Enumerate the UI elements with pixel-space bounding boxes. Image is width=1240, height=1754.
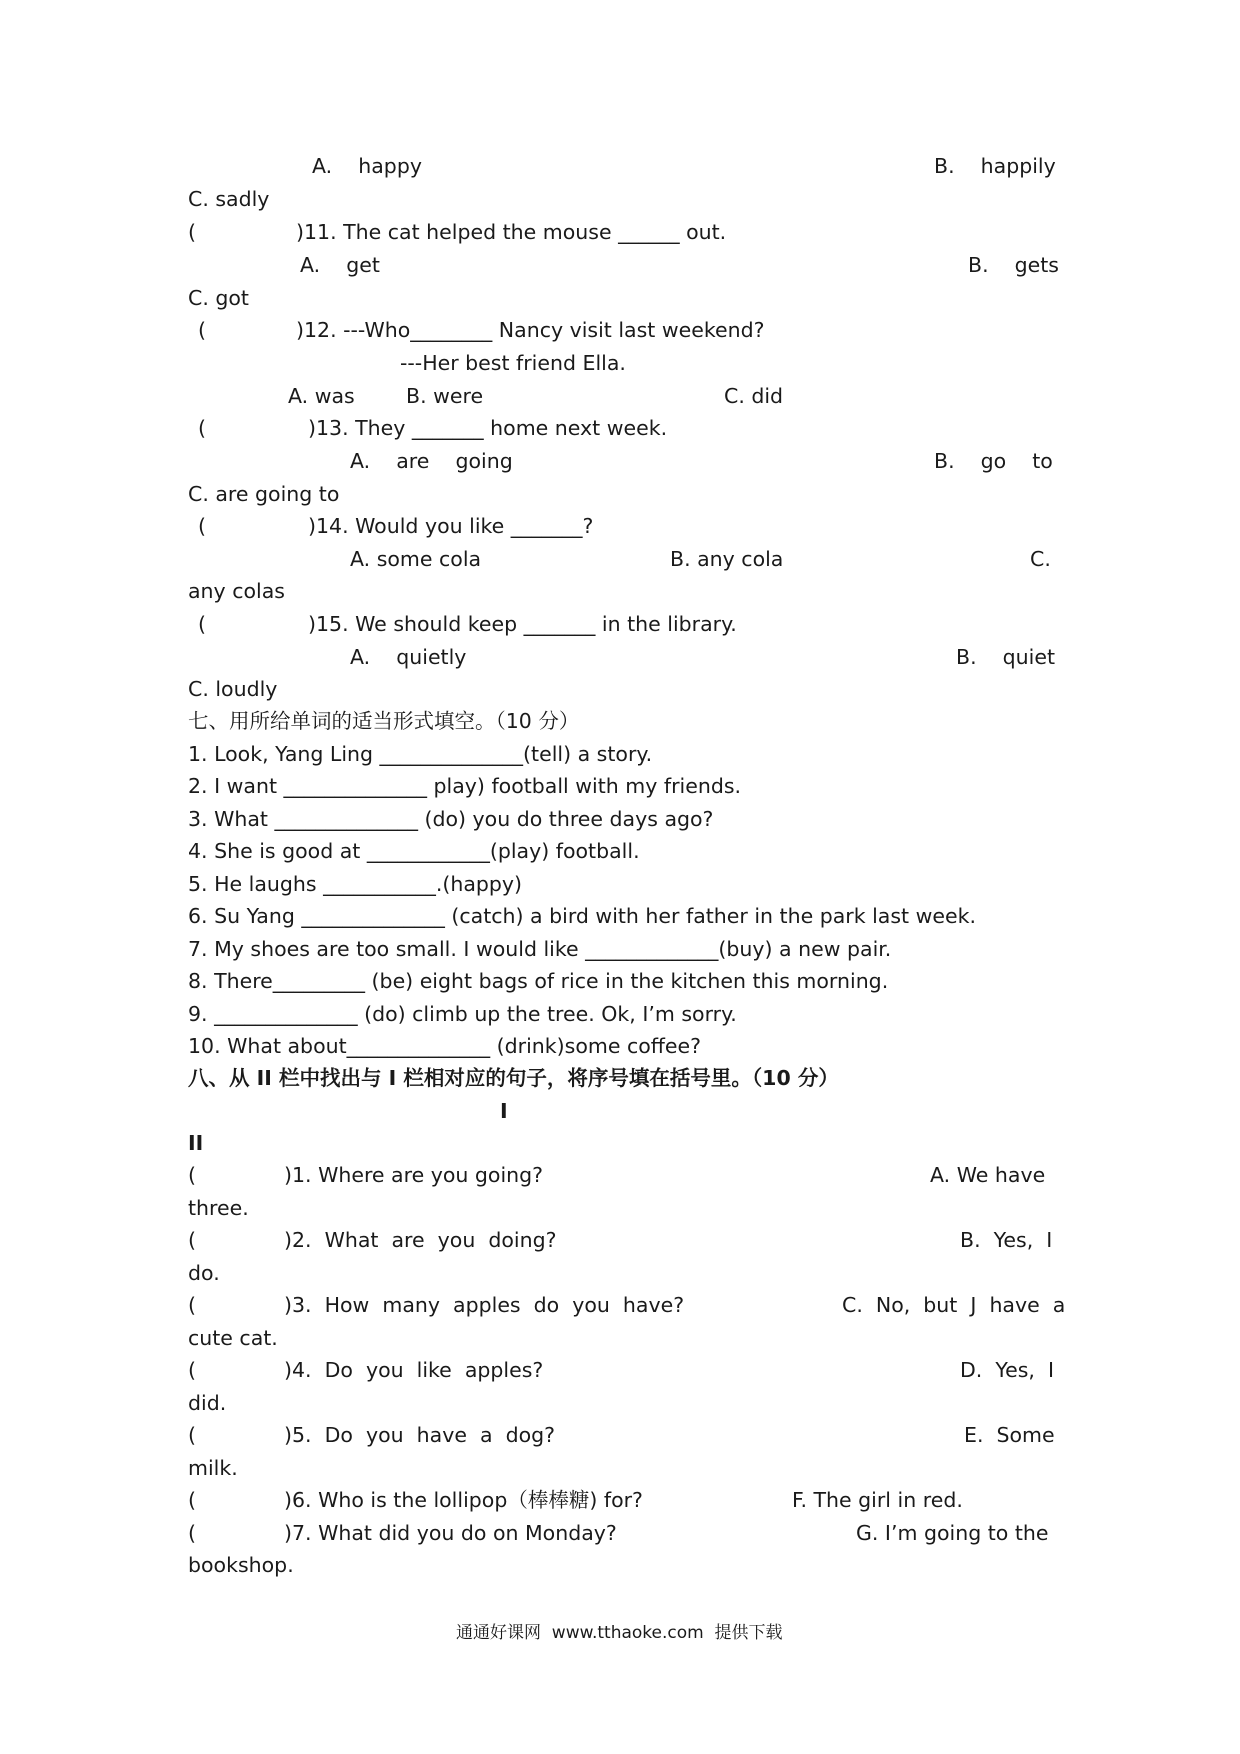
text-line: )2. What are you doing? bbox=[284, 1228, 557, 1252]
text-line: do. bbox=[188, 1261, 220, 1285]
text-line: B. gets bbox=[968, 253, 1059, 277]
text-line: D. Yes, I bbox=[960, 1358, 1055, 1382]
text-line: C. loudly bbox=[188, 677, 278, 701]
text-line: any colas bbox=[188, 579, 285, 603]
text-line: 3. What ______________ (do) you do three days ago? bbox=[188, 807, 714, 831]
text-line: ( bbox=[188, 1228, 196, 1252]
text-line: 七、用所给单词的适当形式填空。（10 分） bbox=[188, 709, 580, 733]
text-line: ( bbox=[198, 612, 206, 636]
text-line: 6. Su Yang ______________ (catch) a bird with her father in the park last week. bbox=[188, 904, 976, 928]
text-line: )7. What did you do on Monday? bbox=[284, 1521, 617, 1545]
text-line: G. I’m going to the bbox=[856, 1521, 1049, 1545]
text-line: )4. Do you like apples? bbox=[284, 1358, 544, 1382]
text-line: ( bbox=[198, 416, 206, 440]
text-line: C. are going to bbox=[188, 482, 340, 506]
text-line: )3. How many apples do you have? bbox=[284, 1293, 685, 1317]
text-line: 2. I want ______________ play) football with my friends. bbox=[188, 774, 742, 798]
text-line: A. are going bbox=[350, 449, 513, 473]
text-line: 5. He laughs ___________.(happy) bbox=[188, 872, 523, 896]
text-line: C. did bbox=[724, 384, 784, 408]
text-line: )5. Do you have a dog? bbox=[284, 1423, 556, 1447]
page-footer: 通通好课网 www.tthaoke.com 提供下载 bbox=[456, 1623, 783, 1643]
text-line: ( bbox=[188, 1163, 196, 1187]
text-line: A. happy bbox=[312, 154, 422, 178]
text-line: ( bbox=[188, 1293, 196, 1317]
text-line: 9. ______________ (do) climb up the tree. Ok, I’m sorry. bbox=[188, 1002, 737, 1026]
text-line: )15. We should keep _______ in the library. bbox=[308, 612, 737, 636]
text-line: ( bbox=[188, 220, 196, 244]
text-line: C. got bbox=[188, 286, 249, 310]
text-line: A. quietly bbox=[350, 645, 467, 669]
text-line: cute cat. bbox=[188, 1326, 278, 1350]
text-line: )12. ---Who________ Nancy visit last weekend? bbox=[296, 318, 765, 342]
text-line: B. quiet bbox=[956, 645, 1055, 669]
text-line: 4. She is good at ____________(play) football. bbox=[188, 839, 640, 863]
text-line: C. sadly bbox=[188, 187, 270, 211]
text-line: 八、从 II 栏中找出与 I 栏相对应的句子，将序号填在括号里。（10 分） bbox=[188, 1066, 839, 1090]
text-line: F. The girl in red. bbox=[792, 1488, 963, 1512]
text-line: A. some cola bbox=[350, 547, 482, 571]
text-line: )14. Would you like _______? bbox=[308, 514, 594, 538]
text-line: 8. There_________ (be) eight bags of rice in the kitchen this morning. bbox=[188, 969, 889, 993]
text-line: milk. bbox=[188, 1456, 238, 1480]
text-line: 1. Look, Yang Ling ______________(tell) a story. bbox=[188, 742, 653, 766]
text-line: E. Some bbox=[964, 1423, 1055, 1447]
text-line: B. happily bbox=[934, 154, 1056, 178]
text-line: )6. Who is the lollipop（棒棒糖) for? bbox=[284, 1488, 643, 1512]
text-line: ( bbox=[188, 1488, 196, 1512]
text-line: C. No, but J have a bbox=[842, 1293, 1066, 1317]
text-line: A. We have bbox=[930, 1163, 1046, 1187]
text-line: ( bbox=[188, 1423, 196, 1447]
text-line: C. bbox=[1030, 547, 1051, 571]
text-line: ( bbox=[198, 514, 206, 538]
text-line: did. bbox=[188, 1391, 227, 1415]
text-line: )1. Where are you going? bbox=[284, 1163, 544, 1187]
text-line: bookshop. bbox=[188, 1553, 294, 1577]
text-line: 10. What about______________ (drink)some coffee? bbox=[188, 1034, 702, 1058]
text-line: )11. The cat helped the mouse ______ out. bbox=[296, 220, 727, 244]
text-line: )13. They _______ home next week. bbox=[308, 416, 668, 440]
text-line: B. Yes, I bbox=[960, 1228, 1053, 1252]
text-line: A. get bbox=[300, 253, 380, 277]
text-line: ---Her best friend Ella. bbox=[400, 351, 626, 375]
text-line: three. bbox=[188, 1196, 249, 1220]
text-line: B. were bbox=[406, 384, 484, 408]
text-line: A. was bbox=[288, 384, 355, 408]
text-line: II bbox=[188, 1131, 204, 1155]
text-line: I bbox=[500, 1099, 508, 1123]
text-line: ( bbox=[198, 318, 206, 342]
text-line: ( bbox=[188, 1358, 196, 1382]
text-line: B. any cola bbox=[670, 547, 784, 571]
text-line: B. go to bbox=[934, 449, 1053, 473]
text-line: ( bbox=[188, 1521, 196, 1545]
text-line: 7. My shoes are too small. I would like _____________(buy) a new pair. bbox=[188, 937, 892, 961]
